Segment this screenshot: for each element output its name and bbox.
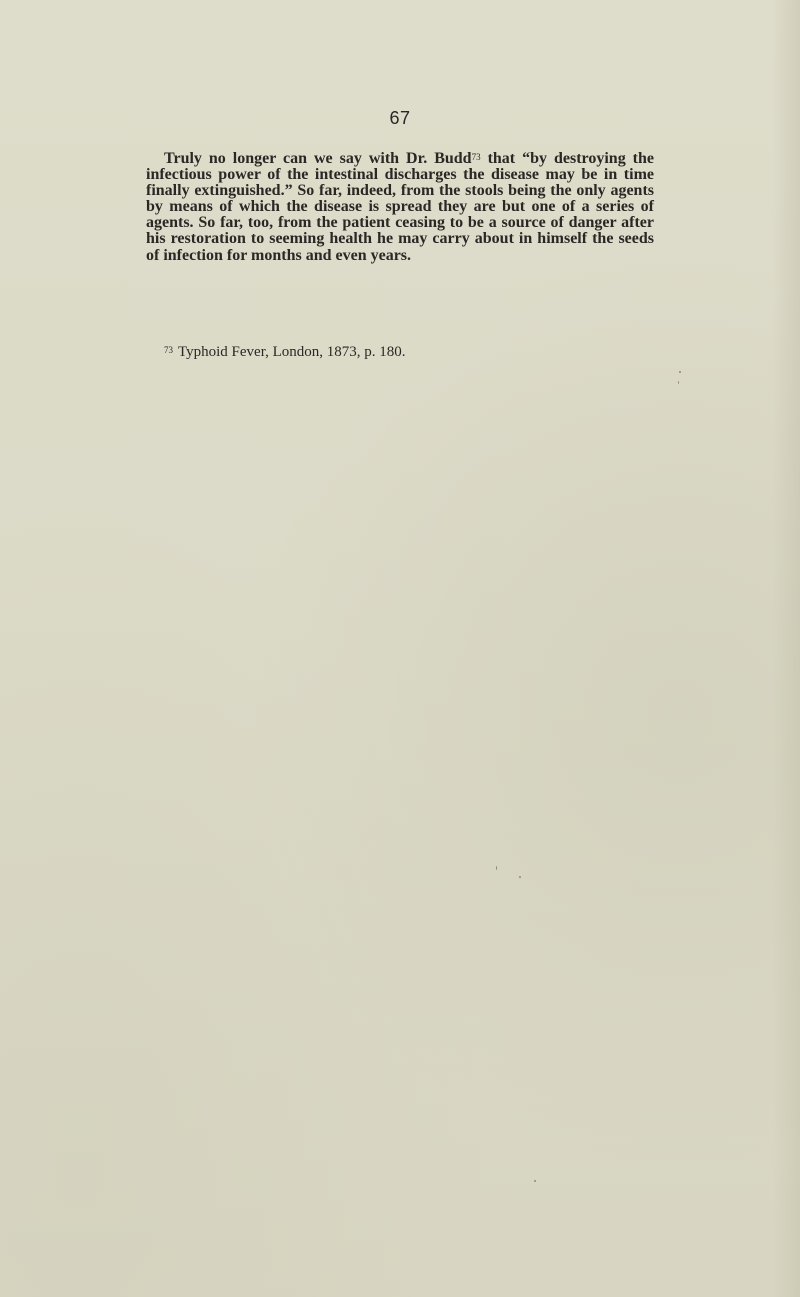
page-number: 67 [389,108,411,128]
body-paragraph [146,151,654,264]
page-edge-shadow [772,0,800,1297]
footnote-reference: 73 [471,152,481,162]
paper-speck [679,371,681,373]
footnote-mark: 73 [164,345,173,355]
paper-speck [534,1180,536,1182]
paper-speck [496,866,497,870]
paper-speck [519,876,521,878]
paragraph-text-rest: that “by destroying the infectious power of the intestinal discharges the disease may be in time finally extinguished.” So far, indeed, from the stools being the only agents by means of which the disease is spread they are but one of a series of agents. So far, too, from the patient ceasing to be a source of danger after his restoration to seeming health he may carry about in himself the seeds of infection for months and even years. [146,150,655,264]
footnote [164,344,644,361]
paper-speck [678,381,679,384]
footnote-text: Typhoid Fever, London, 1873, p. 180. [178,344,406,360]
paragraph-text-start: Truly no longer can we say with Dr. Budd [164,150,472,167]
